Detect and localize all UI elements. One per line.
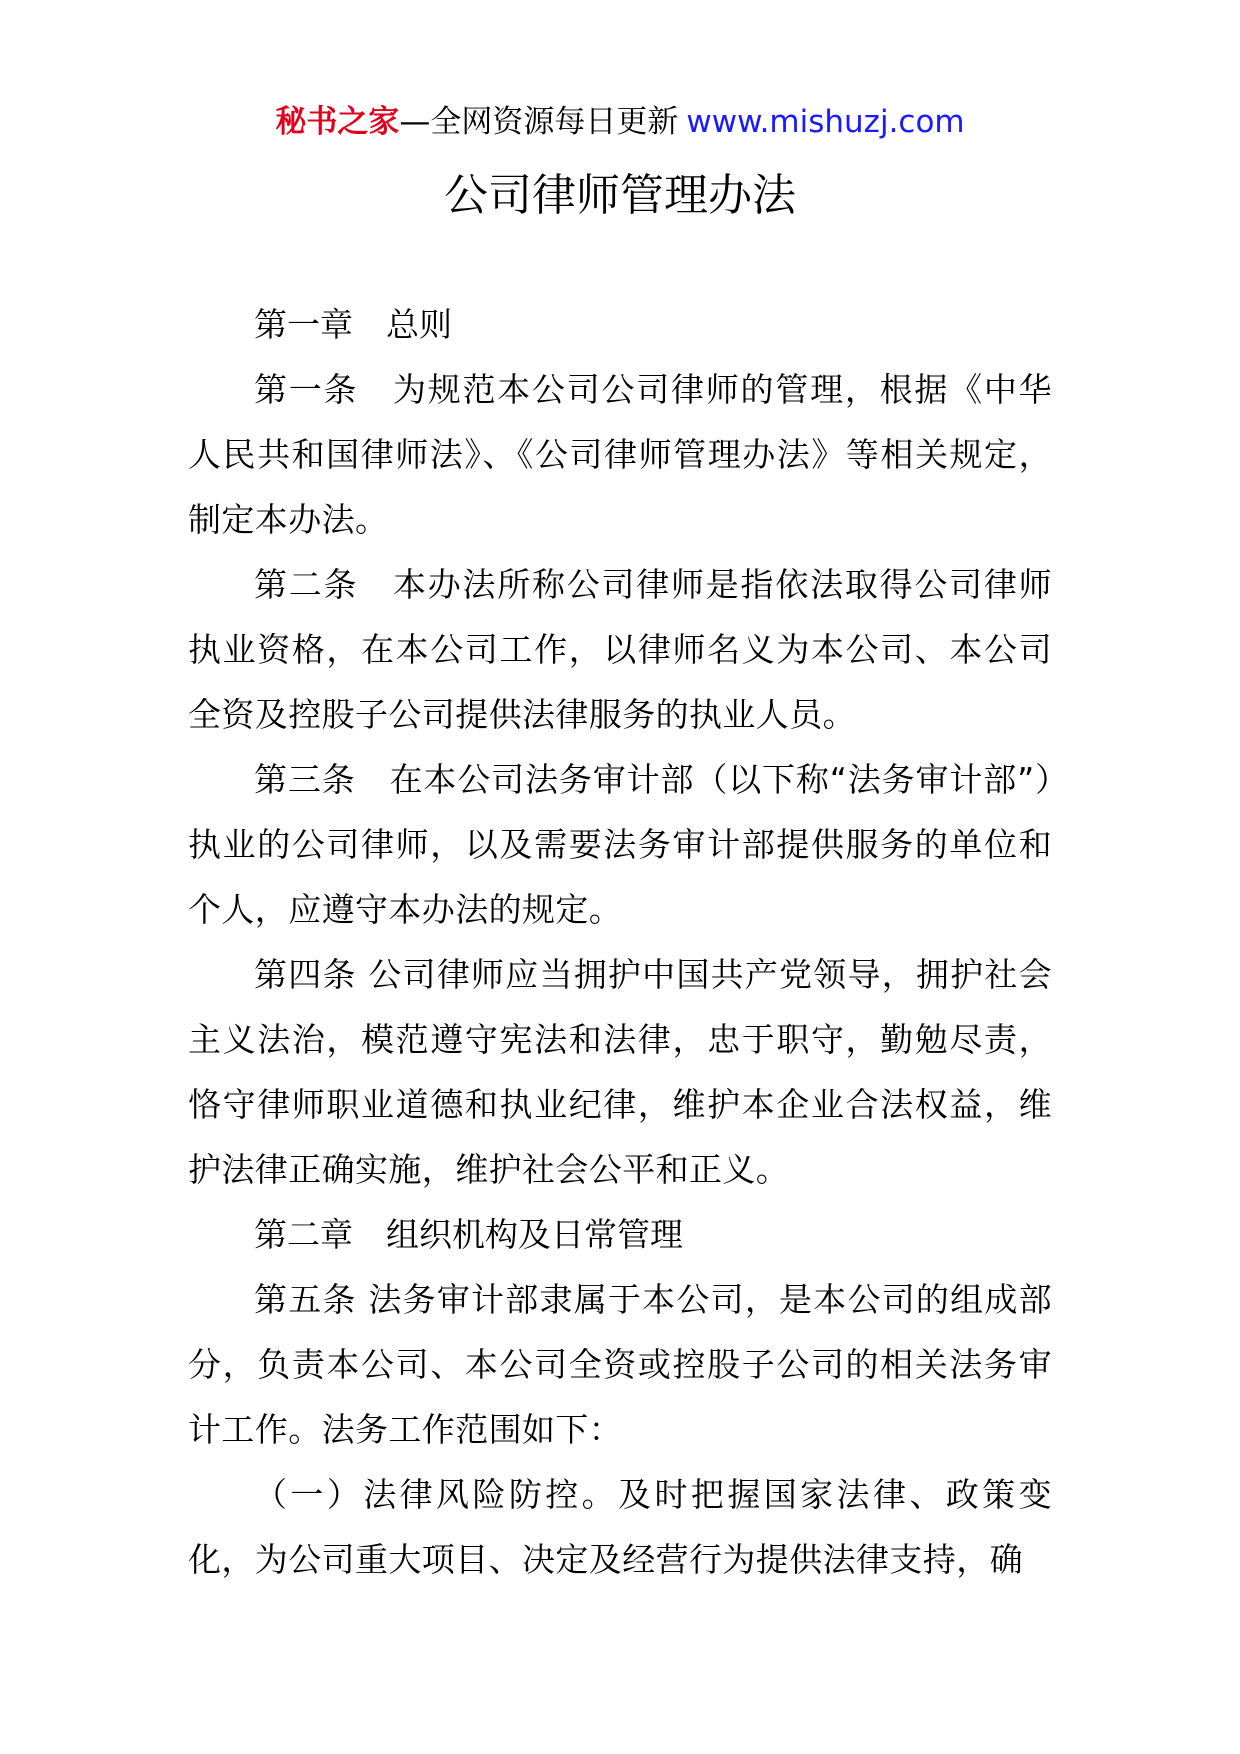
brand-name: 秘书之家 bbox=[275, 104, 400, 140]
article-paragraph: 第五条 法务审计部隶属于本公司，是本公司的组成部分，负责本公司、本公司全资或控股子公司的相关法务审计工作。法务工作范围如下： bbox=[188, 1280, 1052, 1449]
article-paragraph: 第一条 为规范本公司公司律师的管理，根据《中华人民共和国律师法》、《公司律师管理办法》等相关规定，制定本办法。 bbox=[188, 370, 1052, 539]
site-header bbox=[0, 100, 1240, 144]
article-paragraph: 第二条 本办法所称公司律师是指依法取得公司律师执业资格，在本公司工作，以律师名义为本公司、本公司全资及控股子公司提供法律服务的执业人员。 bbox=[188, 565, 1052, 734]
article-paragraph: 第四条 公司律师应当拥护中国共产党领导，拥护社会主义法治，模范遵守宪法和法律，忠于职守，勤勉尽责，恪守律师职业道德和执业纪律，维护本企业合法权益，维护法律正确实施，维护社会公平和正义。 bbox=[188, 955, 1052, 1189]
article-paragraph: 第三条 在本公司法务审计部（以下称“法务审计部”）执业的公司律师，以及需要法务审计部提供服务的单位和个人，应遵守本办法的规定。 bbox=[188, 760, 1052, 929]
header-dash: — bbox=[399, 104, 431, 140]
list-item-paragraph: （一）法律风险防控。及时把握国家法律、政策变化，为公司重大项目、决定及经营行为提供法律支持，确 bbox=[188, 1475, 1052, 1579]
site-url-link[interactable]: www.mishuzj.com bbox=[686, 104, 965, 140]
chapter-heading: 第二章 组织机构及日常管理 bbox=[254, 1215, 683, 1254]
document-title: 公司律师管理办法 bbox=[444, 170, 796, 221]
chapter-heading: 第一章 总则 bbox=[254, 305, 452, 344]
document-body bbox=[188, 292, 1052, 1592]
header-tagline: 全网资源每日更新 bbox=[430, 104, 679, 140]
